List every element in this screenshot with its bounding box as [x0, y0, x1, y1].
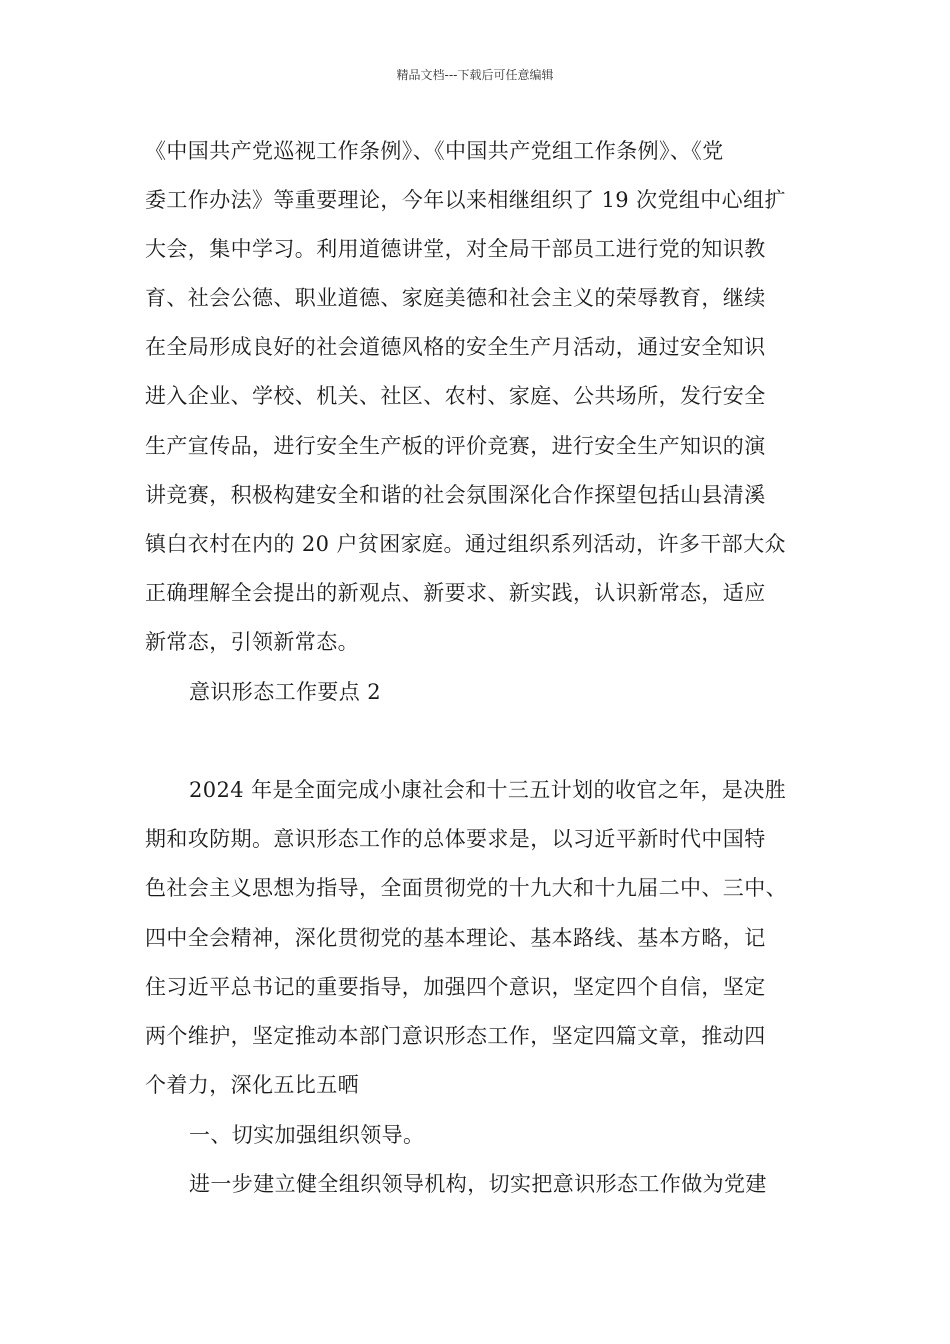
paragraph-line: 个着力，深化五比五晒 [145, 1073, 359, 1097]
paragraph-line: 委工作办法》等重要理论，今年以来相继组织了 19 次党组中心组扩 [145, 188, 786, 212]
header-note: 精品文档---下载后可任意编辑 [396, 68, 554, 82]
paragraph-line: 镇白衣村在内的 20 户贫困家庭。通过组织系列活动，许多干部大众 [145, 532, 786, 556]
paragraph-line: 两个维护，坚定推动本部门意识形态工作，坚定四篇文章，推动四 [145, 1024, 766, 1048]
paragraph-line: 在全局形成良好的社会道德风格的安全生产月活动，通过安全知识 [145, 335, 766, 359]
paragraph-line: 四中全会精神，深化贯彻党的基本理论、基本路线、基本方略，记 [145, 926, 766, 950]
paragraph-line: 2024 年是全面完成小康社会和十三五计划的收官之年，是决胜 [189, 778, 787, 802]
paragraph-line: 育、社会公德、职业道德、家庭美德和社会主义的荣辱教育，继续 [145, 286, 766, 310]
paragraph-line: 住习近平总书记的重要指导，加强四个意识，坚定四个自信，坚定 [145, 975, 766, 999]
paragraph-line: 新常态，引领新常态。 [145, 630, 359, 654]
section-title: 一、切实加强组织领导。 [189, 1123, 425, 1147]
paragraph-line: 讲竞赛，积极构建安全和谐的社会氛围深化合作探望包括山县清溪 [145, 483, 766, 507]
paragraph-line: 进入企业、学校、机关、社区、农村、家庭、公共场所，发行安全 [145, 384, 766, 408]
paragraph-line: 大会，集中学习。利用道德讲堂，对全局干部员工进行党的知识教 [145, 237, 766, 261]
paragraph-line: 《中国共产党巡视工作条例》、《中国共产党组工作条例》、《党 [145, 139, 724, 163]
paragraph-line: 生产宣传品，进行安全生产板的评价竞赛，进行安全生产知识的演 [145, 434, 766, 458]
paragraph-line: 正确理解全会提出的新观点、新要求、新实践，认识新常态，适应 [145, 581, 766, 605]
paragraph-line: 色社会主义思想为指导，全面贯彻党的十九大和十九届二中、三中、 [145, 876, 787, 900]
paragraph-line: 期和攻防期。意识形态工作的总体要求是，以习近平新时代中国特 [145, 827, 766, 851]
paragraph-line: 进一步建立健全组织领导机构，切实把意识形态工作做为党建 [189, 1172, 767, 1196]
section-heading: 意识形态工作要点 2 [189, 680, 382, 704]
